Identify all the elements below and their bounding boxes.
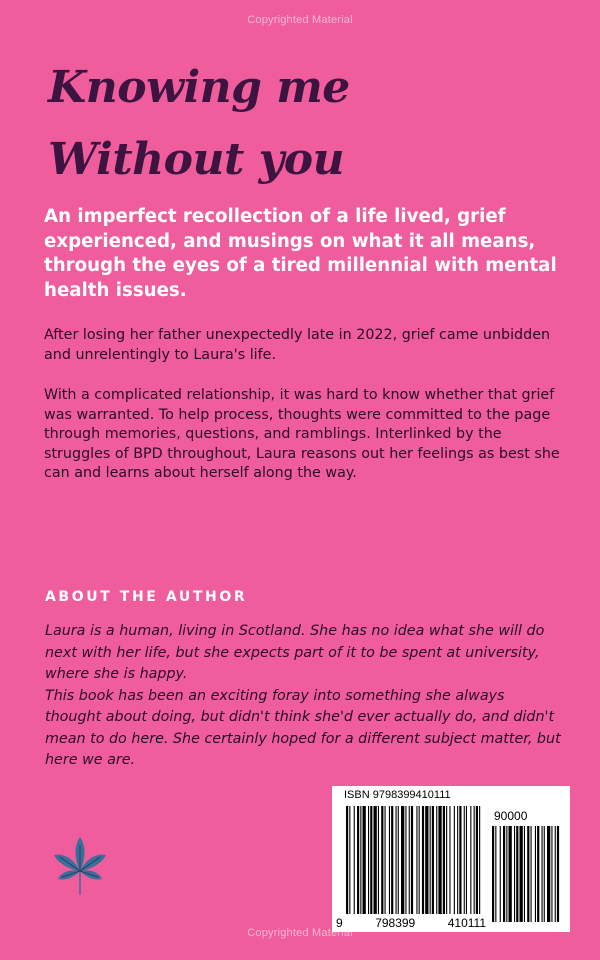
book-title bbox=[48, 52, 548, 196]
addon-bar bbox=[524, 826, 525, 922]
about-author-text bbox=[45, 621, 565, 772]
addon-bar bbox=[492, 826, 494, 922]
addon-bar bbox=[520, 826, 523, 922]
addon-bar bbox=[500, 826, 501, 922]
barcode-bar bbox=[436, 806, 437, 914]
addon-bar bbox=[551, 826, 552, 922]
addon-bar bbox=[516, 826, 518, 922]
blurb-paragraph-1: After losing her father unexpectedly late in 2022, grief came unbidden and unrelentingly to Laura's life. bbox=[44, 327, 551, 363]
barcode-digit-group-1: 798399 bbox=[375, 916, 416, 930]
barcode-bar bbox=[389, 806, 390, 914]
barcode-bar bbox=[466, 806, 467, 914]
barcode-bar bbox=[381, 806, 383, 914]
barcode-bar bbox=[354, 806, 355, 914]
flower-icon bbox=[52, 835, 108, 897]
barcode-bar bbox=[398, 806, 399, 914]
addon-bar bbox=[555, 826, 556, 922]
barcode-bar bbox=[370, 806, 372, 914]
addon-bar bbox=[506, 826, 507, 922]
addon-bar bbox=[557, 826, 559, 922]
barcode-bar bbox=[425, 806, 428, 914]
barcode-panel bbox=[332, 786, 570, 932]
barcode-bar bbox=[438, 806, 441, 914]
addon-bar bbox=[531, 826, 532, 922]
barcode-bar bbox=[346, 806, 348, 914]
addon-bar bbox=[527, 826, 529, 922]
barcode-bar bbox=[422, 806, 424, 914]
barcode-digit-prefix: 9 bbox=[336, 916, 343, 930]
barcode-bar bbox=[443, 806, 445, 914]
barcode-bar bbox=[474, 806, 475, 914]
barcode-bar bbox=[470, 806, 471, 914]
barcode-bar bbox=[411, 806, 413, 914]
barcode-bar bbox=[396, 806, 397, 914]
addon-bar bbox=[514, 826, 515, 922]
barcode-bar bbox=[449, 806, 450, 914]
barcode-bar bbox=[368, 806, 369, 914]
barcode-bar bbox=[374, 806, 377, 914]
barcode-bar bbox=[349, 806, 350, 914]
barcode-bar bbox=[378, 806, 379, 914]
about-author-heading: ABOUT THE AUTHOR bbox=[45, 589, 248, 605]
barcode-bars bbox=[332, 786, 570, 932]
addon-bar bbox=[509, 826, 512, 922]
title-line-1: Knowing me bbox=[48, 62, 350, 113]
barcode-bar bbox=[457, 806, 458, 914]
barcode-bar bbox=[454, 806, 455, 914]
barcode-bar bbox=[401, 806, 404, 914]
blurb-paragraph-2: With a complicated relationship, it was hard to know whether that grief was warranted. To help process, thoughts were committed to the page through memories, questions, and ramblings. Interlinked by the struggles of BPD throughout, Laura reasons out her feelings as best she can and learns about herself along the way. bbox=[44, 387, 560, 481]
barcode-bar bbox=[459, 806, 461, 914]
barcode-bar bbox=[385, 806, 386, 914]
barcode-bar bbox=[464, 806, 465, 914]
watermark-bottom: Copyrighted Material bbox=[247, 927, 353, 939]
barcode-bar bbox=[409, 806, 410, 914]
about-author-text-1: Laura is a human, living in Scotland. She has no idea what she will do next with her life, but she expects part of it to be spent at university, where she is happy. bbox=[45, 623, 545, 682]
barcode-digit-group-2: 410111 bbox=[447, 916, 486, 930]
barcode-bar bbox=[430, 806, 431, 914]
barcode-bar bbox=[476, 806, 478, 914]
barcode-bar bbox=[446, 806, 447, 914]
addon-bar bbox=[503, 826, 505, 922]
barcode-bar bbox=[357, 806, 359, 914]
watermark-top: Copyrighted Material bbox=[247, 14, 353, 26]
barcode-bar bbox=[432, 806, 434, 914]
barcode-bar bbox=[360, 806, 361, 914]
tagline: An imperfect recollection of a life lived, grief experienced, and musings on what it all means, through the eyes of a tired millennial with mental health issues. bbox=[44, 206, 557, 301]
about-author-text-2: This book has been an exciting foray into something she always thought about doing, but didn't think she'd ever actually do, and didn't mean to do here. She certainly hoped for a different subject matter, but here we are. bbox=[45, 687, 561, 768]
addon-bar bbox=[535, 826, 536, 922]
barcode-bar bbox=[391, 806, 393, 914]
addon-bar bbox=[537, 826, 539, 922]
barcode-bar bbox=[405, 806, 406, 914]
isbn-label: ISBN 9798399410111 bbox=[344, 789, 451, 801]
addon-bar bbox=[544, 826, 545, 922]
addon-bar bbox=[542, 826, 543, 922]
title-line-2: Without you bbox=[48, 134, 345, 185]
barcode-bar bbox=[479, 806, 480, 914]
barcode-bar bbox=[363, 806, 366, 914]
price-code: 90000 bbox=[494, 809, 528, 823]
addon-bar bbox=[495, 826, 496, 922]
barcode-bar bbox=[419, 806, 420, 914]
barcode-bar bbox=[416, 806, 417, 914]
addon-bar bbox=[547, 826, 550, 922]
